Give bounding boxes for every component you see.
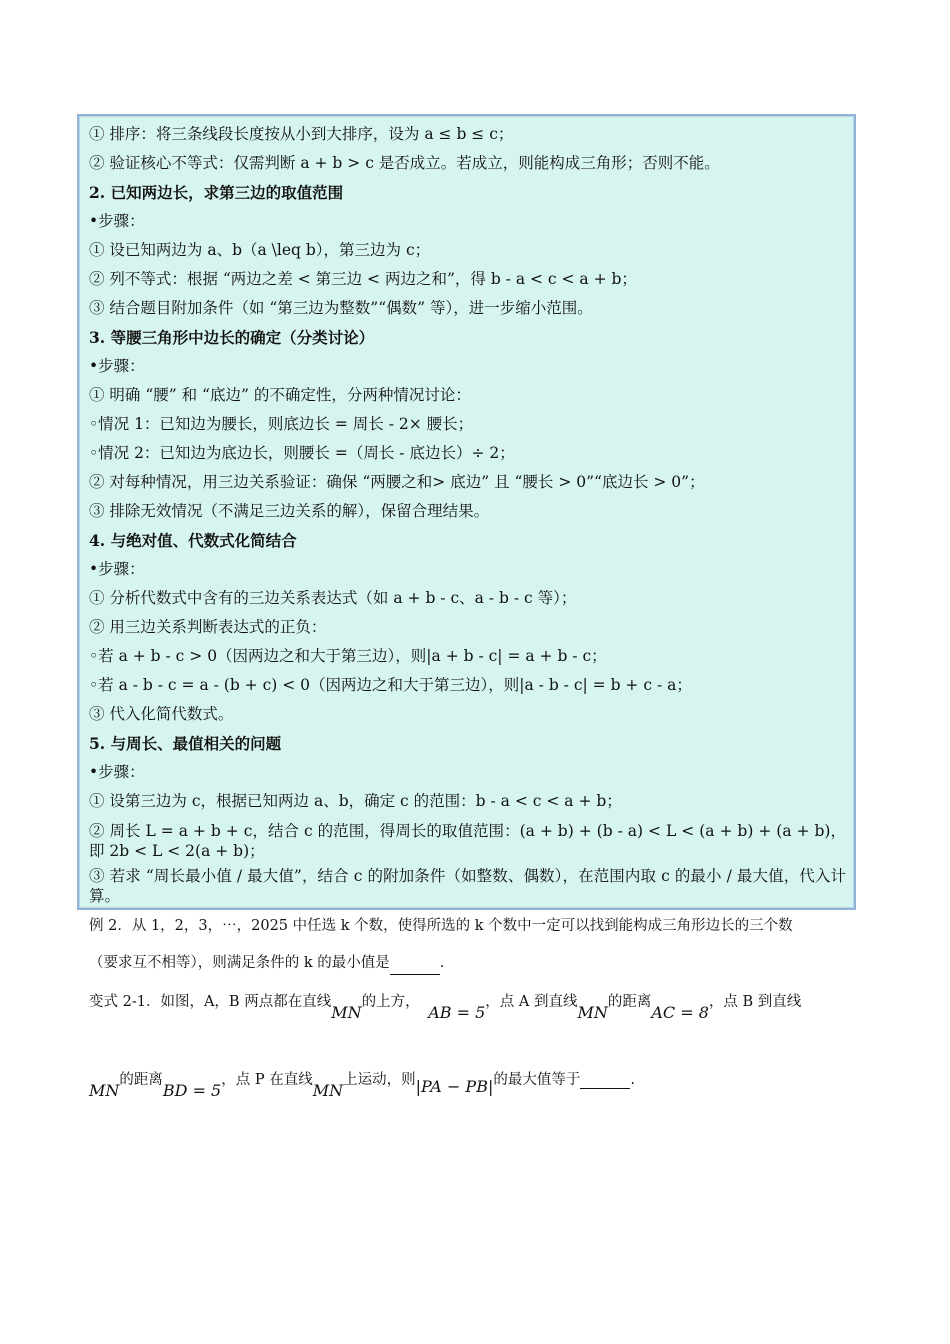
variant-2-1-line-1 <box>89 990 869 1030</box>
variant-2-1-line-2: MN的距离BD = 5，点 P 在直线MN上运动，则|PA − PB|的最大值等于 . <box>89 1072 635 1100</box>
example-2-text-2: （要求互不相等），则满足条件的 k 的最小值是 <box>89 955 390 971</box>
variant-text: 变式 2-1．如图，A，B 两点都在直线 <box>89 994 332 1010</box>
line-mn: MN <box>89 1081 120 1100</box>
box-line: ◦若 a + b - c > 0（因两边之和大于第三边），则|a + b - c| = a + b - c； <box>89 647 607 665</box>
box-line: ① 设第三边为 c，根据已知两边 a、b，确定 c 的范围：b - a < c < a + b； <box>89 792 622 810</box>
box-line: ③ 排除无效情况（不满足三边关系的解），保留合理结果。 <box>89 502 490 520</box>
box-line: ◦若 a - b - c = a - (b + c) < 0（因两边之和大于第三边），则|a - b - c| = b + c - a； <box>89 676 692 694</box>
ac-distance: AC = 8 <box>651 1003 709 1022</box>
variant-text: 的距离 <box>607 994 652 1010</box>
variant-text: ，点 B 到直线 <box>708 994 802 1010</box>
box-line: ③ 结合题目附加条件（如 “第三边为整数”“偶数” 等），进一步缩小范围。 <box>89 299 593 317</box>
box-line: ① 明确 “腰” 和 “底边” 的不确定性，分两种情况讨论： <box>89 386 471 404</box>
example-2-text: 例 2．从 1，2，3，⋯，2025 中任选 k 个数，使得所选的 k 个数中一定可以找到能构成三角形边长的三个数 <box>89 918 793 934</box>
box-line: ① 分析代数式中含有的三边关系表达式（如 a + b - c、a - b - c 等）； <box>89 589 577 607</box>
variant-text: 的最大值等于 <box>493 1072 581 1088</box>
box-line: ② 列不等式：根据 “两边之差 < 第三边 < 两边之和”，得 b - a < c < a + b； <box>89 270 637 288</box>
line-mn: MN <box>312 1081 344 1100</box>
box-line: ② 用三边关系判断表达式的正负： <box>89 618 327 636</box>
box-line: ① 排序：将三条线段长度按从小到大排序，设为 a ≤ b ≤ c； <box>89 125 514 143</box>
section-heading: 3. 等腰三角形中边长的确定（分类讨论） <box>89 328 375 347</box>
variant-text: 的距离 <box>119 1072 163 1088</box>
example-2-line-2: （要求互不相等），则满足条件的 k 的最小值是 . <box>89 952 869 975</box>
section-heading: 4. 与绝对值、代数式化简结合 <box>89 531 297 550</box>
variant-text: 上运动，则 <box>343 1072 416 1088</box>
bd-distance: BD = 5 <box>162 1081 222 1100</box>
box-line: ③ 代入化简代数式。 <box>89 705 234 723</box>
method-summary-box <box>77 114 856 910</box>
box-line: ◦情况 1：已知边为腰长，则底边长 = 周长 - 2× 腰长； <box>89 415 474 433</box>
section-heading: 2. 已知两边长，求第三边的取值范围 <box>89 183 344 202</box>
answer-blank <box>580 1072 630 1089</box>
box-line: ① 设已知两边为 a、b（a \leq b），第三边为 c； <box>89 241 431 259</box>
box-line: •步骤： <box>89 212 145 230</box>
answer-blank <box>390 952 440 975</box>
section-heading: 5. 与周长、最值相关的问题 <box>89 734 282 753</box>
box-line: •步骤： <box>89 560 145 578</box>
line-mn: MN <box>577 1003 608 1022</box>
ab-length: AB = 5 <box>428 1003 486 1022</box>
box-line: ◦情况 2：已知边为底边长，则腰长 =（周长 - 底边长）÷ 2； <box>89 444 515 462</box>
variant-text: 的上方， <box>361 994 420 1010</box>
variant-text: ，点 A 到直线 <box>485 994 578 1010</box>
box-line: ② 对每种情况，用三边关系验证：确保 “两腰之和> 底边” 且 “腰长 > 0”“底边长 > 0”； <box>89 473 705 491</box>
box-line: •步骤： <box>89 763 145 781</box>
box-wrapped-line: ② 周长 L = a + b + c，结合 c 的范围，得周长的取值范围：(a + b) + (b - a) < L < (a + b) + (a + b)，即 2b < L < 2(a + b)； <box>89 822 846 860</box>
box-wrapped-line: ③ 若求 “周长最小值 / 最大值”，结合 c 的附加条件（如整数、偶数），在范围内取 c 的最小 / 最大值，代入计算。 <box>89 867 846 905</box>
pa-minus-pb: |PA − PB| <box>415 1077 494 1096</box>
box-line: •步骤： <box>89 357 145 375</box>
line-mn: MN <box>331 1003 362 1022</box>
variant-text: ，点 P 在直线 <box>221 1072 313 1088</box>
box-line: ② 验证核心不等式：仅需判断 a + b > c 是否成立。若成立，则能构成三角形；否则不能。 <box>89 154 720 172</box>
example-2-line-1 <box>89 915 869 937</box>
